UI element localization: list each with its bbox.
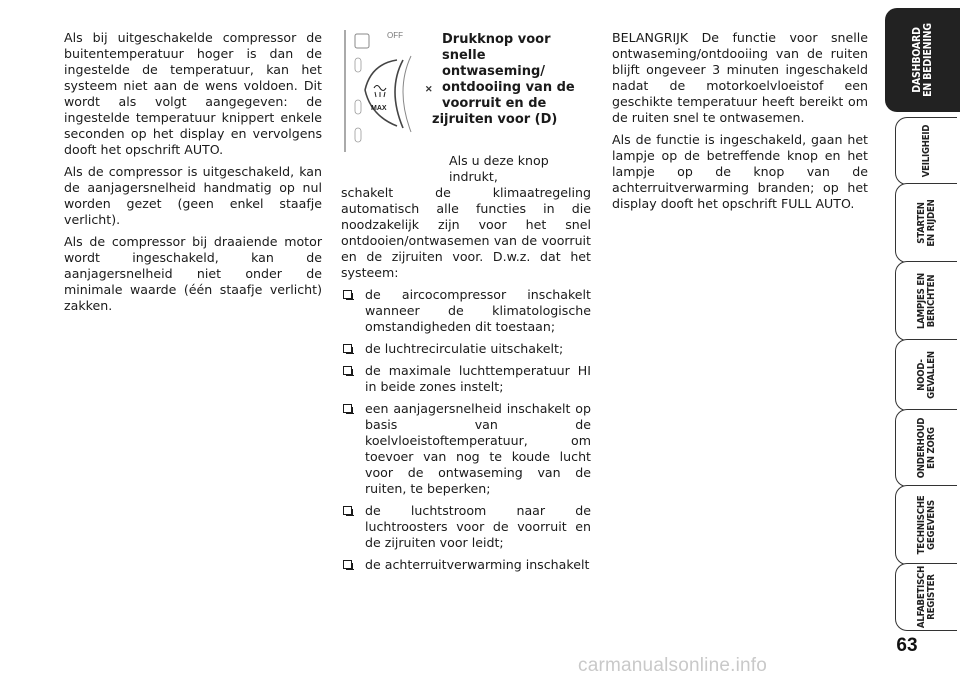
list-item — [341, 557, 591, 573]
section-tabs — [885, 0, 960, 678]
heading-line: ontdooiing van de — [442, 80, 575, 95]
list-item-text: de luchtrecirculatie uitschakelt; — [365, 341, 564, 356]
tab-label: VEILIGHEID — [920, 124, 932, 178]
checkbox-bullet-icon — [343, 366, 352, 375]
intro-rest: schakelt de klimaatregeling automatisch alle functies in die noodzakelijk zijn voor het snel ontdooien/ontwasemen van de voorruit en de zijruiten voor. D.w.z. dat het systeem: — [341, 185, 591, 280]
tab-label: STARTEN EN RIJDEN — [915, 199, 937, 247]
heading-line: Drukknop voor — [442, 32, 551, 47]
figure-max-label: MAX — [371, 105, 387, 112]
tab-maintenance[interactable] — [895, 409, 957, 487]
left-column — [64, 30, 322, 320]
checkbox-bullet-icon — [343, 290, 352, 299]
tab-label: DASHBOARD EN BEDIENING — [911, 23, 934, 97]
figure-off-label: OFF — [387, 31, 403, 40]
checkbox-bullet-icon — [343, 404, 352, 413]
paragraph: Als de compressor is uitgeschakeld, kan de aanjagersnelheid handmatig op nul worden gezet (geen enkel staafje verlicht). — [64, 164, 322, 227]
heading-line: snelle ontwaseming/ — [442, 48, 546, 79]
middle-column — [341, 30, 591, 579]
list-item — [341, 341, 591, 357]
list-item-text: de maximale luchttemperatuur HI in beide zones instelt; — [365, 363, 591, 394]
tab-emergencies[interactable] — [895, 339, 957, 411]
list-item-text: de aircocompressor inschakelt wanneer de klimatologische omstandigheden dit toestaan; — [365, 287, 591, 334]
checkbox-bullet-icon — [343, 506, 352, 515]
list-item-text: de luchtstroom naar de luchtroosters voor de voorruit en de zijruiten voor leidt; — [365, 503, 591, 550]
tab-label: TECHNISCHE GEGEVENS — [915, 495, 937, 555]
tab-label: ALFABETISCH REGISTER — [915, 565, 937, 629]
intro-first-line: Als u deze knop indrukt, — [449, 153, 549, 184]
section-heading — [432, 32, 592, 128]
list-item-text: een aanjagersnelheid inschakelt op basis van de koelvloeistoftemperatuur, om toevoer van nog te koude lucht voor de ontwaseming van de ruiten, te beperken; — [365, 401, 591, 496]
figure-block — [341, 30, 591, 153]
svg-text:✕: ✕ — [425, 84, 433, 94]
paragraph: Als de compressor bij draaiende motor wordt ingeschakeld, kan de aanjagersnelheid niet onder de minimale waarde (één staafje verlicht) zakken. — [64, 234, 322, 313]
list-item-text: de achterruitverwarming inschakelt — [365, 557, 590, 572]
heading-line: voorruit en de — [442, 96, 547, 111]
tab-technical-data[interactable] — [895, 485, 957, 565]
list-item — [341, 401, 591, 497]
list-item — [341, 503, 591, 551]
tab-dashboard[interactable] — [885, 8, 960, 112]
tab-lights-messages[interactable] — [895, 261, 957, 341]
checkbox-bullet-icon — [343, 560, 352, 569]
bullet-list — [341, 287, 591, 573]
tab-index[interactable] — [895, 563, 957, 631]
list-item — [341, 363, 591, 395]
paragraph: Als de functie is ingeschakeld, gaan het lampje op de betreffende knop en het lampje op de knop van de achterruitverwarming branden; op het display dooft het opschrift FULL AUTO. — [612, 132, 868, 211]
paragraph: BELANGRIJK De functie voor snelle ontwaseming/ontdooiing van de ruiten blijft ongeveer 3 minuten ingeschakeld nadat de motorkoelvloeistof een geschikte temperatuur heeft bereikt om de ruiten snel te ontwasemen. — [612, 30, 868, 125]
page-number: 63 — [896, 635, 918, 656]
tab-starting-driving[interactable] — [895, 183, 957, 263]
intro-paragraph — [341, 153, 591, 281]
heading-line: zijruiten voor (D) — [432, 112, 558, 127]
right-column — [612, 30, 868, 218]
paragraph: Als bij uitgeschakelde compressor de buitentemperatuur hoger is dan de ingestelde de temperatuur, kan het systeem niet aan de wens voldoen. Dit wordt als volgt aangegeven: de ingestelde temperatuur knippert enkele seconden op het display en vervolgens dooft het opschrift AUTO. — [64, 30, 322, 157]
watermark: carmanualsonline.info — [578, 655, 768, 676]
tab-label: ONDERHOUD EN ZORG — [915, 417, 937, 479]
tab-safety[interactable] — [895, 117, 957, 185]
tab-label: LAMPJES EN BERICHTEN — [915, 273, 937, 329]
list-item — [341, 287, 591, 335]
defrost-button-illustration — [341, 30, 433, 152]
tab-label: NOOD- GEVALLEN — [915, 351, 937, 399]
checkbox-bullet-icon — [343, 344, 352, 353]
